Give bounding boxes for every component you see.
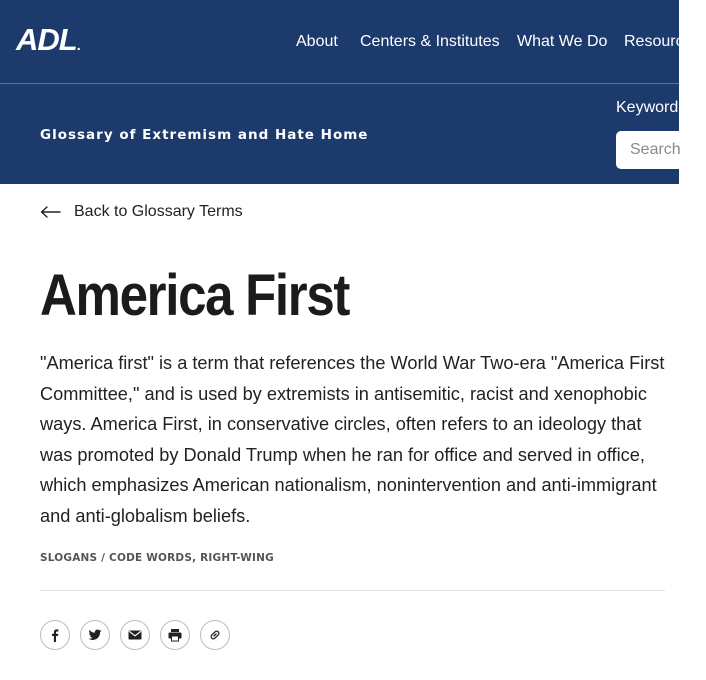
facebook-icon <box>48 628 62 642</box>
share-facebook-button[interactable] <box>40 620 70 650</box>
arrow-left-icon <box>40 206 61 218</box>
share-email-button[interactable] <box>120 620 150 650</box>
twitter-icon <box>88 628 102 642</box>
nav-centers-institutes[interactable]: Centers & Institutes <box>360 33 500 50</box>
glossary-subheader <box>0 84 687 184</box>
nav-about[interactable]: About <box>296 33 338 50</box>
keywords-label: Keywords <box>616 99 687 116</box>
term-tags[interactable]: SLOGANS / CODE WORDS, RIGHT-WING <box>40 552 274 564</box>
email-icon <box>128 629 142 641</box>
share-twitter-button[interactable] <box>80 620 110 650</box>
share-bar <box>40 620 240 650</box>
top-navigation-bar <box>0 0 701 84</box>
logo-dot: . <box>76 37 80 53</box>
page-title: America First <box>40 263 350 328</box>
copy-link-button[interactable] <box>200 620 230 650</box>
glossary-home-link[interactable]: Glossary of Extremism and Hate Home <box>40 127 369 143</box>
nav-what-we-do[interactable]: What We Do <box>517 33 608 50</box>
term-definition: "America first" is a term that references the World War Two-era "America First Committee," and is used by extremists in antisemitic, racist and xenophobic ways. America First, in conservative circles, often refers to an ideology that was promoted by Donald Trump when he ran for office and served in office, which emphasizes American nationalism, nonintervention and anti-immigrant and anti-globalism beliefs. <box>40 353 665 526</box>
link-icon <box>208 628 222 642</box>
search-input[interactable] <box>616 131 706 169</box>
nav-resources[interactable]: Resources <box>624 33 701 50</box>
back-link-label: Back to Glossary Terms <box>74 203 243 220</box>
print-icon <box>168 628 182 642</box>
share-print-button[interactable] <box>160 620 190 650</box>
back-to-glossary-link[interactable] <box>40 203 243 221</box>
divider <box>40 590 665 591</box>
logo-text: ADL <box>16 22 77 57</box>
adl-logo[interactable] <box>16 22 80 63</box>
